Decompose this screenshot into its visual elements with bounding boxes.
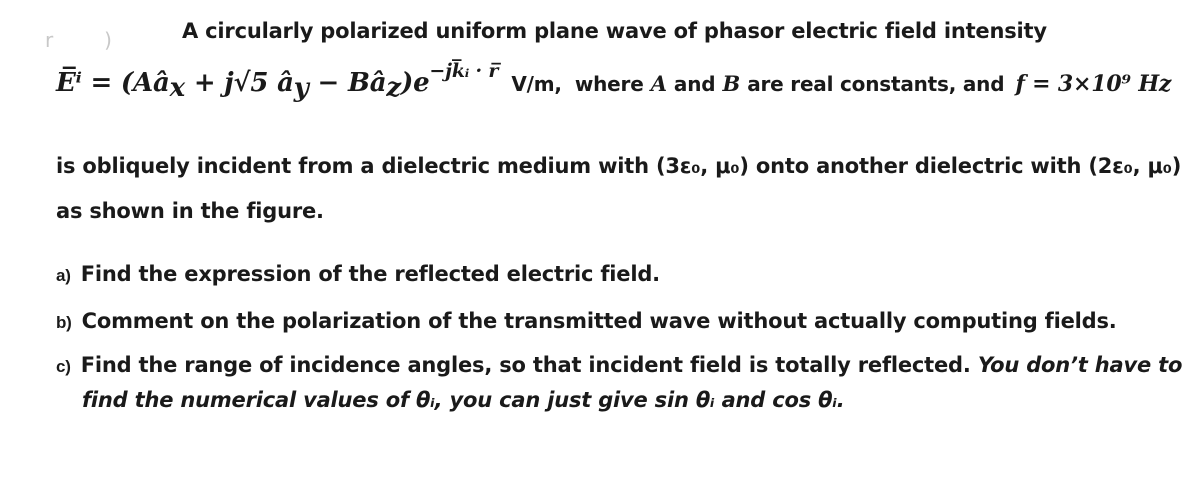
question-c-italic-tail: You don’t have to <box>977 353 1183 377</box>
incidence-line: is obliquely incident from a dielectric medium with (3ε₀, μ₀) onto another dielectric with (2ε₀, μ₀) <box>56 154 1182 178</box>
equation-exponent: −jk̅ᵢ · r̅ <box>429 60 499 82</box>
question-b-label: b) <box>56 313 72 332</box>
equation-and: and <box>673 72 716 96</box>
question-b-text: Comment on the polarization of the transmitted wave without actually computing fields. <box>81 309 1117 333</box>
equation-constant-b: B <box>722 71 741 96</box>
question-b <box>56 309 1117 333</box>
figure-reference-line: as shown in the figure. <box>56 199 324 223</box>
intro-line: A circularly polarized uniform plane wave of phasor electric field intensity <box>182 19 1047 43</box>
question-a-label: a) <box>56 266 71 285</box>
equation-lhs: E̅ⁱ = (Aâ <box>56 68 170 98</box>
question-a <box>56 262 660 286</box>
equation-frequency: f = 3×10⁹ Hz <box>1015 71 1172 97</box>
field-equation-line <box>56 60 1172 104</box>
equation-constant-a: A <box>650 71 667 96</box>
question-c-label: c) <box>56 357 71 376</box>
equation-close: )e <box>400 68 430 98</box>
equation-sub-x: x <box>169 73 185 104</box>
question-c-continuation: find the numerical values of θᵢ, you can just give sin θᵢ and cos θᵢ. <box>82 388 845 412</box>
question-a-text: Find the expression of the reflected electric field. <box>80 262 660 286</box>
equation-unit: V/m, <box>511 72 562 96</box>
equation-term-z: − Bâ <box>308 68 387 98</box>
faint-scan-mark: r ) <box>45 28 112 52</box>
question-c <box>56 353 1182 377</box>
equation-where: where <box>574 72 644 96</box>
equation-real-text: are real constants, and <box>747 72 1005 96</box>
equation-term-y: + j√5 â <box>184 68 294 98</box>
equation-sub-z: z <box>386 73 401 104</box>
equation-sub-y: y <box>293 73 309 104</box>
question-c-text: Find the range of incidence angles, so that incident field is totally reflected. <box>80 353 971 377</box>
